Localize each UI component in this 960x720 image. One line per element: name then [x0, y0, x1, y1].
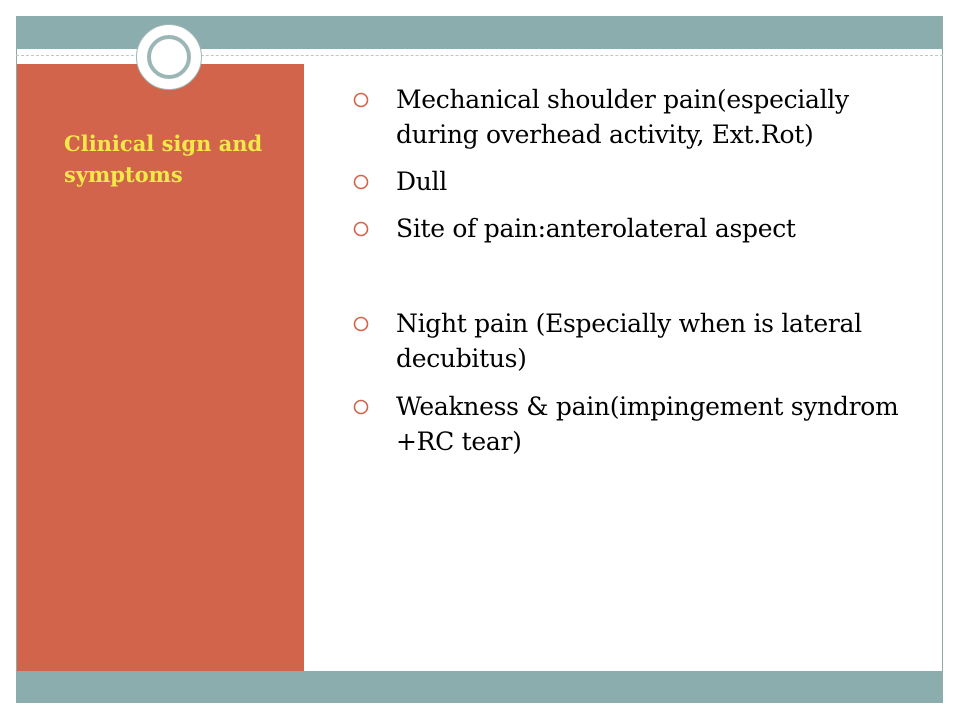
bullet-text: Site of pain:anterolateral aspect: [396, 214, 796, 243]
slide-title: Clinical sign and symptoms: [64, 131, 263, 187]
bullet-text: Weakness & pain(impingement syndrom +RC tear): [396, 392, 899, 456]
circle-bullet-icon: [352, 220, 370, 238]
circle-bullet-icon: [352, 315, 370, 333]
bullet-text: Dull: [396, 167, 447, 196]
bottom-band: [16, 671, 943, 703]
circle-bullet-icon: [352, 398, 370, 416]
circle-bullet-icon: [352, 91, 370, 109]
circle-bullet-icon: [352, 173, 370, 191]
bullet-text: Mechanical shoulder pain(especially during overhead activity, Ext.Rot): [396, 85, 849, 149]
bullet-text: Night pain (Especially when is lateral decubitus): [396, 309, 862, 373]
ring-ornament-inner: [147, 35, 191, 79]
